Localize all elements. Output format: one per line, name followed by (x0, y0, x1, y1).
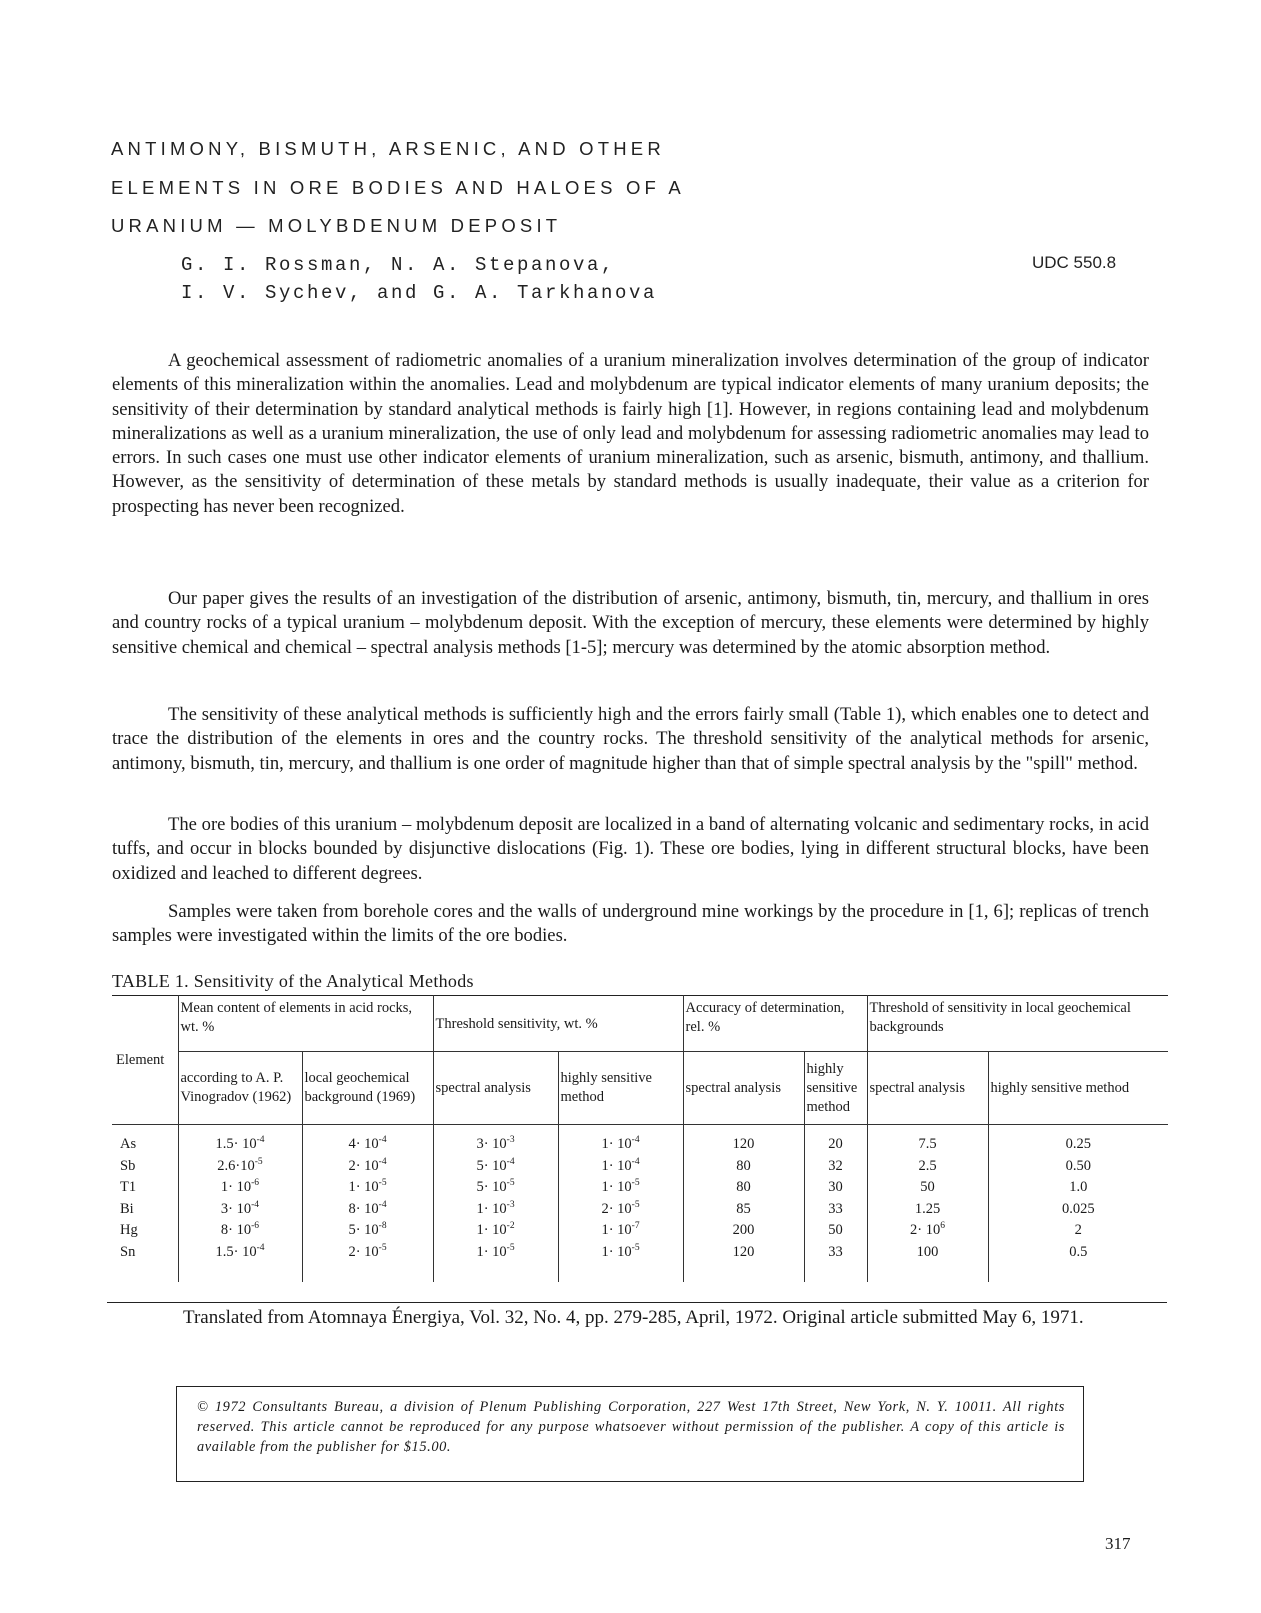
threshold-spectral-mantissa: 1· 10 (476, 1200, 507, 1217)
table-body (112, 1125, 1168, 1283)
page-number: 317 (1105, 1534, 1131, 1553)
threshold-highly-sensitive-mantissa: 1· 10 (601, 1179, 632, 1195)
cell-accuracy-spectral: 80 (683, 1157, 804, 1179)
cell-threshold-highly-sensitive (558, 1157, 683, 1179)
table-row (112, 1243, 1168, 1283)
subheader-accuracy-highly-sensitive: highly sensitive method (804, 1052, 867, 1125)
vinogradov-exponent: -4 (251, 1199, 260, 1210)
cell-background-highly-sensitive: 0.5 (988, 1243, 1168, 1283)
local-background-exponent: -5 (378, 1242, 387, 1253)
cell-background-spectral: 2.5 (867, 1157, 988, 1179)
cell-accuracy-highly-sensitive: 32 (804, 1157, 867, 1179)
cell-background-highly-sensitive: 0.25 (988, 1125, 1168, 1157)
local-background-exponent: -8 (378, 1221, 387, 1231)
local-background-exponent: -4 (378, 1135, 387, 1145)
background-spectral-exponent: 6 (940, 1221, 946, 1231)
cell-vinogradov (178, 1157, 302, 1179)
cell-accuracy-highly-sensitive: 30 (804, 1178, 867, 1200)
paragraph-2: Our paper gives the results of an investigation of the distribution of arsenic, antimony, bismuth, tin, mercury, and thallium in ores and country rocks of a typical uranium – molybdenum deposit. With the exception of mercury, these elements were determined by highly sensitive chemical and chemical – spectral analysis methods [1-5]; mercury was determined by the atomic absorption method. (112, 588, 1149, 658)
cell-background-spectral: 1.25 (867, 1200, 988, 1222)
authors-line-2: I. V. Sychev, and G. A. Tarkhanova (181, 282, 658, 304)
cell-accuracy-highly-sensitive: 20 (804, 1125, 867, 1157)
cell-vinogradov (178, 1221, 302, 1243)
local-background-exponent: -4 (378, 1156, 387, 1167)
title-line-1: ANTIMONY, BISMUTH, ARSENIC, AND OTHER (111, 138, 665, 159)
cell-vinogradov (178, 1178, 302, 1200)
paragraph-1: A geochemical assessment of radiometric anomalies of a uranium mineralization involves determination of the group of indicator elements of this mineralization within the anomalies. Lead and molybdenum are typical indicator elements of many uranium deposits; the sensitivity of their determination by standard analytical methods is fairly high [1]. However, in regions containing lead and molybdenum mineralizations as well as a uranium mineralization, the use of only lead and molybdenum for assessing radiometric anomalies may lead to errors. In such cases one must use other indicator elements of uranium mineralization, such as arsenic, bismuth, antimony, and thallium. However, as the sensitivity of determination of these metals by standard methods is usually inadequate, their value as a criterion for prospecting has never been recognized. (112, 350, 1149, 517)
subheader-local-background: local geochemical background (1969) (302, 1052, 433, 1125)
cell-threshold-spectral (433, 1125, 558, 1157)
udc-code: UDC 550.8 (1032, 253, 1117, 272)
element-header: Element (112, 996, 178, 1125)
cell-threshold-highly-sensitive (558, 1178, 683, 1200)
vinogradov-exponent: -4 (256, 1242, 265, 1253)
threshold-spectral-exponent: -5 (506, 1242, 515, 1253)
article-title (111, 130, 685, 246)
paragraph-3: The sensitivity of these analytical methods is sufficiently high and the errors fairly small (Table 1), which enables one to detect and trace the distribution of the elements in ores and the country rocks. The threshold sensitivity of the analytical methods for arsenic, antimony, bismuth, tin, mercury, and thallium is one order of magnitude higher than that of simple spectral analysis by the "spill" method. (112, 704, 1149, 774)
paragraph-5: Samples were taken from borehole cores and the walls of underground mine workings by the procedure in [1, 6]; replicas of trench samples were investigated within the limits of the ore bodies. (112, 901, 1149, 947)
paragraph-4: The ore bodies of this uranium – molybdenum deposit are localized in a band of alternating volcanic and sedimentary rocks, in acid tuffs, and occur in blocks bounded by disjunctive dislocations (Fig. 1). These ore bodies, lying in different structural blocks, have been oxidized and leached to different degrees. (112, 814, 1149, 884)
cell-accuracy-spectral: 200 (683, 1221, 804, 1243)
cell-accuracy-highly-sensitive: 33 (804, 1243, 867, 1283)
cell-threshold-spectral (433, 1243, 558, 1283)
cell-background-highly-sensitive: 1.0 (988, 1178, 1168, 1200)
threshold-highly-sensitive-exponent: -5 (631, 1199, 640, 1210)
cell-element: As (112, 1125, 178, 1157)
cell-background-spectral: 50 (867, 1178, 988, 1200)
cell-local-background (302, 1243, 433, 1283)
threshold-highly-sensitive-exponent: -5 (631, 1178, 640, 1188)
threshold-spectral-exponent: -4 (506, 1156, 515, 1167)
subheader-background-highly-sensitive: highly sensitive method (988, 1052, 1168, 1125)
local-background-mantissa: 8· 10 (348, 1200, 379, 1217)
table-row (112, 1178, 1168, 1200)
table-row (112, 1200, 1168, 1222)
cell-accuracy-spectral: 80 (683, 1178, 804, 1200)
table-row (112, 1125, 1168, 1157)
cell-element: Bi (112, 1200, 178, 1222)
copyright-box: © 1972 Consultants Bureau, a division of Plenum Publishing Corporation, 227 West 17th Street, New York, N. Y. 10011. All rights reserved. This article cannot be reproduced for any purpose whatsoever without permission of the publisher. A copy of this article is available from the publisher for $15.00. (176, 1386, 1084, 1482)
vinogradov-exponent: -5 (254, 1156, 263, 1167)
subheader-vinogradov: according to A. P. Vinogradov (1962) (178, 1052, 302, 1125)
cell-element: T1 (112, 1178, 178, 1200)
cell-element: Sb (112, 1157, 178, 1179)
cell-threshold-spectral (433, 1157, 558, 1179)
cell-background-highly-sensitive: 0.50 (988, 1157, 1168, 1179)
cell-accuracy-highly-sensitive: 50 (804, 1221, 867, 1243)
vinogradov-mantissa: 3· 10 (220, 1200, 252, 1217)
threshold-highly-sensitive-exponent: -5 (631, 1242, 640, 1253)
threshold-spectral-exponent: -5 (506, 1178, 515, 1188)
local-background-mantissa: 4· 10 (348, 1136, 379, 1152)
cell-threshold-spectral (433, 1200, 558, 1222)
vinogradov-exponent: -6 (251, 1178, 260, 1188)
threshold-spectral-mantissa: 5· 10 (476, 1157, 507, 1174)
translation-note: Translated from Atomnaya Énergiya, Vol. 32, No. 4, pp. 279-285, April, 1972. Original article submitted May 6, 1971. (183, 1307, 1084, 1328)
subheader-threshold-spectral: spectral analysis (433, 1052, 558, 1125)
threshold-highly-sensitive-exponent: -4 (631, 1156, 640, 1167)
cell-threshold-highly-sensitive (558, 1200, 683, 1222)
subheader-background-spectral: spectral analysis (867, 1052, 988, 1125)
cell-background-spectral: 7.5 (867, 1125, 988, 1157)
table-caption: TABLE 1. Sensitivity of the Analytical Methods (112, 971, 474, 991)
cell-threshold-highly-sensitive (558, 1243, 683, 1283)
cell-threshold-highly-sensitive (558, 1125, 683, 1157)
title-line-2: ELEMENTS IN ORE BODIES AND HALOES OF A (111, 176, 685, 198)
local-background-exponent: -5 (378, 1178, 387, 1188)
vinogradov-exponent: -4 (256, 1135, 265, 1145)
threshold-highly-sensitive-mantissa: 2· 10 (601, 1200, 632, 1217)
threshold-highly-sensitive-mantissa: 1· 10 (601, 1157, 632, 1174)
threshold-spectral-exponent: -2 (506, 1221, 515, 1231)
cell-local-background (302, 1178, 433, 1200)
cell-local-background (302, 1125, 433, 1157)
author-list (181, 251, 657, 307)
cell-element: Sn (112, 1243, 178, 1283)
authors-line-1: G. I. Rossman, N. A. Stepanova, (181, 254, 616, 276)
cell-vinogradov (178, 1125, 302, 1157)
cell-threshold-spectral (433, 1178, 558, 1200)
cell-background-highly-sensitive: 2 (988, 1221, 1168, 1243)
cell-background-highly-sensitive: 0.025 (988, 1200, 1168, 1222)
local-background-mantissa: 2· 10 (348, 1243, 379, 1260)
cell-vinogradov (178, 1243, 302, 1283)
group-header-accuracy: Accuracy of determination, rel. % (683, 996, 867, 1052)
threshold-highly-sensitive-exponent: -4 (631, 1135, 640, 1145)
threshold-spectral-exponent: -3 (506, 1199, 515, 1210)
vinogradov-mantissa: 8· 10 (220, 1222, 252, 1238)
cell-local-background (302, 1157, 433, 1179)
title-line-3: URANIUM — MOLYBDENUM DEPOSIT (111, 215, 562, 236)
threshold-highly-sensitive-mantissa: 1· 10 (601, 1222, 632, 1238)
threshold-spectral-mantissa: 1· 10 (476, 1222, 507, 1238)
threshold-highly-sensitive-mantissa: 1· 10 (601, 1136, 632, 1152)
group-header-threshold: Threshold sensitivity, wt. % (433, 996, 683, 1052)
cell-threshold-spectral (433, 1221, 558, 1243)
cell-accuracy-spectral: 120 (683, 1125, 804, 1157)
local-background-mantissa: 1· 10 (348, 1179, 379, 1195)
cell-local-background (302, 1221, 433, 1243)
cell-background-spectral: 100 (867, 1243, 988, 1283)
local-background-mantissa: 2· 10 (348, 1157, 379, 1174)
threshold-spectral-mantissa: 5· 10 (476, 1179, 507, 1195)
threshold-highly-sensitive-exponent: -7 (631, 1221, 640, 1231)
subheader-accuracy-spectral: spectral analysis (683, 1052, 804, 1125)
cell-vinogradov (178, 1200, 302, 1222)
subheader-threshold-highly-sensitive: highly sensitive method (558, 1052, 683, 1125)
group-header-local-background: Threshold of sensitivity in local geochemical backgrounds (867, 996, 1168, 1052)
local-background-mantissa: 5· 10 (348, 1222, 379, 1238)
table-row (112, 1157, 1168, 1179)
table-row (112, 1221, 1168, 1243)
threshold-highly-sensitive-mantissa: 1· 10 (601, 1243, 632, 1260)
cell-element: Hg (112, 1221, 178, 1243)
vinogradov-mantissa: 1.5· 10 (215, 1243, 257, 1260)
cell-accuracy-spectral: 85 (683, 1200, 804, 1222)
footnote-divider (107, 1302, 1167, 1303)
group-header-mean-content: Mean content of elements in acid rocks, wt. % (178, 996, 433, 1052)
threshold-spectral-exponent: -3 (506, 1135, 515, 1145)
cell-background-spectral (867, 1221, 988, 1243)
sensitivity-table (112, 995, 1168, 1282)
local-background-exponent: -4 (378, 1199, 387, 1210)
cell-threshold-highly-sensitive (558, 1221, 683, 1243)
background-spectral-mantissa: 2· 10 (910, 1222, 941, 1238)
vinogradov-exponent: -6 (251, 1221, 260, 1231)
cell-accuracy-highly-sensitive: 33 (804, 1200, 867, 1222)
vinogradov-mantissa: 2.6·10 (217, 1157, 255, 1174)
cell-accuracy-spectral: 120 (683, 1243, 804, 1283)
vinogradov-mantissa: 1· 10 (220, 1179, 252, 1195)
threshold-spectral-mantissa: 3· 10 (476, 1136, 507, 1152)
cell-local-background (302, 1200, 433, 1222)
vinogradov-mantissa: 1.5· 10 (215, 1136, 257, 1152)
threshold-spectral-mantissa: 1· 10 (476, 1243, 507, 1260)
